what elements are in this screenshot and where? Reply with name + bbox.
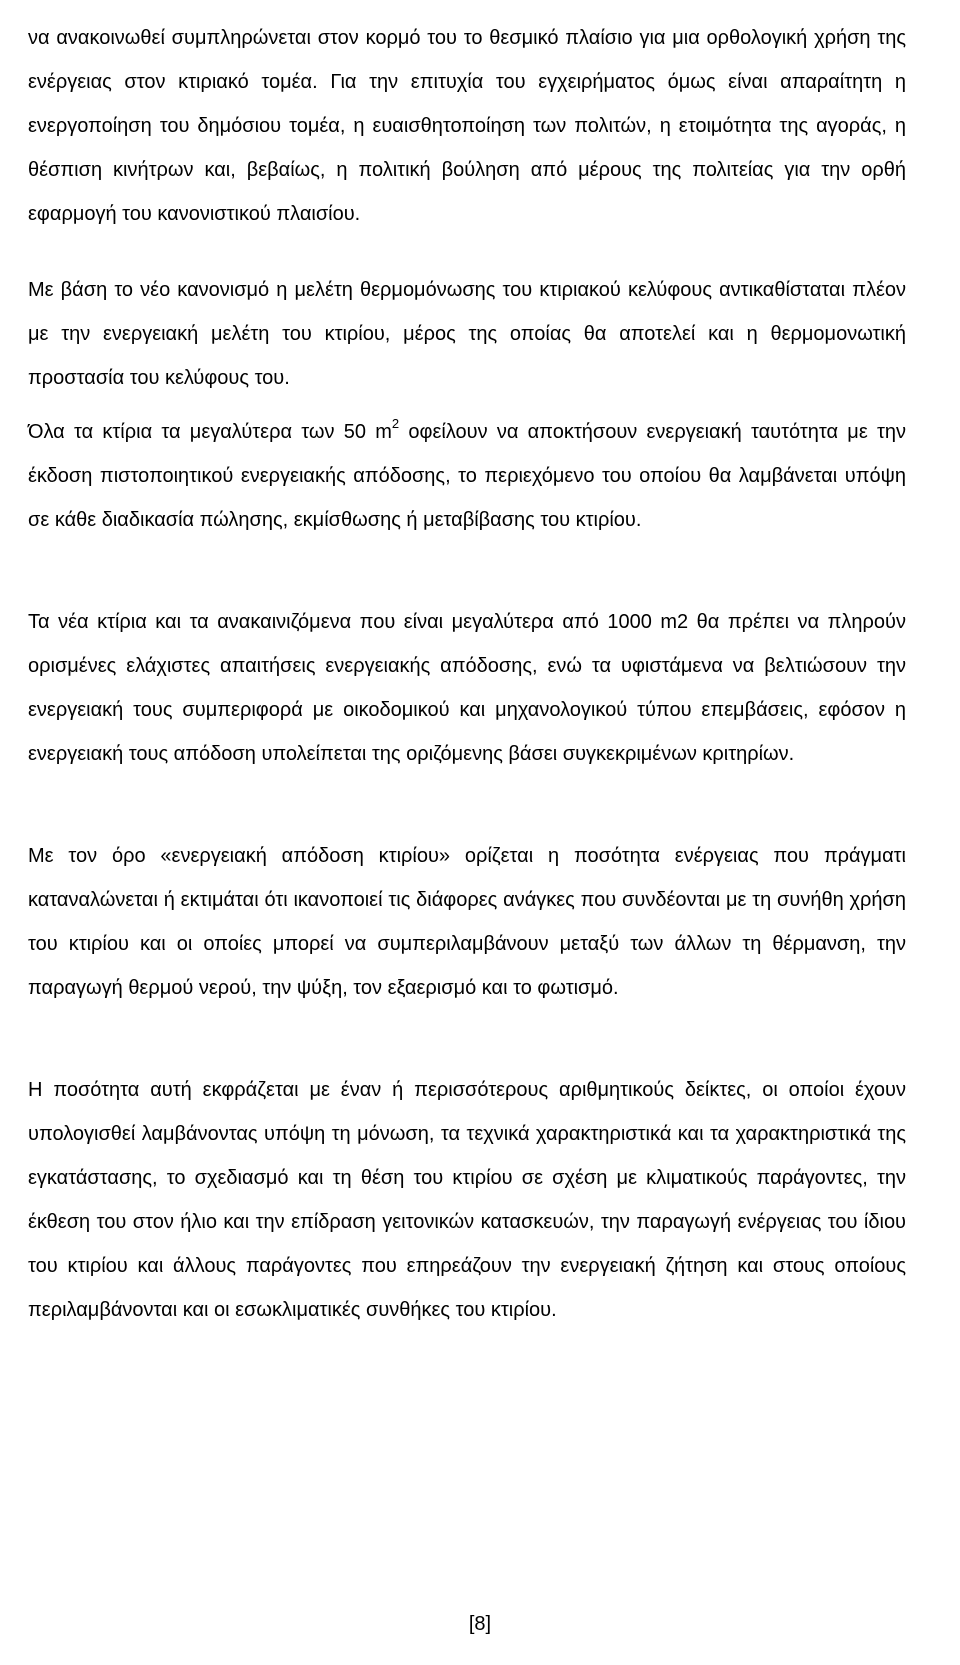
paragraph-new-buildings: Τα νέα κτίρια και τα ανακαινιζόμενα που είναι μεγαλύτερα από 1000 m2 θα πρέπει να πληρούν ορισμένες ελάχιστες απαιτήσεις ενεργειακής απόδοσης, ενώ τα υφιστάμενα να βελτιώσουν την ενεργειακή τους συμπεριφορά με οικοδομικού και μηχανολογικού τύπου επεμβάσεις, εφόσον η ενεργειακή τους απόδοση υπολείπεται της οριζόμενης βάσει συγκεκριμένων κριτηρίων. (28, 611, 906, 765)
squared-superscript: 2 (391, 416, 400, 431)
energy-identity-text-start: Όλα τα κτίρια τα μεγαλύτερα των 50 m (28, 421, 392, 443)
paragraph-performance-indicators: Η ποσότητα αυτή εκφράζεται με έναν ή περισσότερους αριθμητικούς δείκτες, οι οποίοι έχουν υπολογισθεί λαμβάνοντας υπόψη τη μόνωση, τα τεχνικά χαρακτηριστικά και τα χαρακτηριστικά της εγκατάστασης, το σχεδιασμό και τη θέση του κτιρίου σε σχέση με κλιματικούς παράγοντες, την έκθεση του στον ήλιο και την επίδραση γειτονικών κατασκευών, την παραγωγή ενέργειας του ίδιου του κτιρίου και άλλους παράγοντες που επηρεάζουν την ενεργειακή ζήτηση και στους οποίους περιλαμβάνονται και οι εσωκλιματικές συνθήκες του κτιρίου. (28, 1079, 906, 1321)
energy-identity-text-end: οφείλουν να αποκτήσουν ενεργειακή ταυτότητα με την έκδοση πιστοποιητικού ενεργειακής απόδοσης, το περιεχόμενο του οποίου θα λαμβάνεται υπόψη σε κάθε διαδικασία πώλησης, εκμίσθωσης ή μεταβίβασης του κτιρίου. (28, 421, 906, 531)
paragraph-regulatory-framework: να ανακοινωθεί συμπληρώνεται στον κορμό του το θεσμικό πλαίσιο για μια ορθολογική χρήση της ενέργειας στον κτιριακό τομέα. Για την επιτυχία του εγχειρήματος όμως είναι απαραίτητη η ενεργοποίηση του δημόσιου τομέα, η ευαισθητοποίηση των πολιτών, η ετοιμότητα της αγοράς, η θέσπιση κινήτρων και, βεβαίως, η πολιτική βούληση από μέρους της πολιτείας για την ορθή εφαρμογή του κανονιστικού πλαισίου. (28, 27, 906, 225)
paragraph-energy-identity (28, 410, 906, 542)
page-number: [8] (468, 1613, 492, 1635)
paragraph-energy-study: Με βάση το νέο κανονισμό η μελέτη θερμομόνωσης του κτιριακού κελύφους αντικαθίσταται πλέον με την ενεργειακή μελέτη του κτιρίου, μέρος της οποίας θα αποτελεί και η θερμομονωτική προστασία του κελύφους του. (28, 279, 906, 389)
paragraph-energy-performance-definition: Με τον όρο «ενεργειακή απόδοση κτιρίου» ορίζεται η ποσότητα ενέργειας που πράγματι καταναλώνεται ή εκτιμάται ότι ικανοποιεί τις διάφορες ανάγκες που συνδέονται με τη συνήθη χρήση του κτιρίου και οι οποίες μπορεί να συμπεριλαμβάνουν μεταξύ των άλλων τη θέρμανση, την παραγωγή θερμού νερού, την ψύξη, τον εξαερισμό και το φωτισμό. (28, 845, 906, 999)
